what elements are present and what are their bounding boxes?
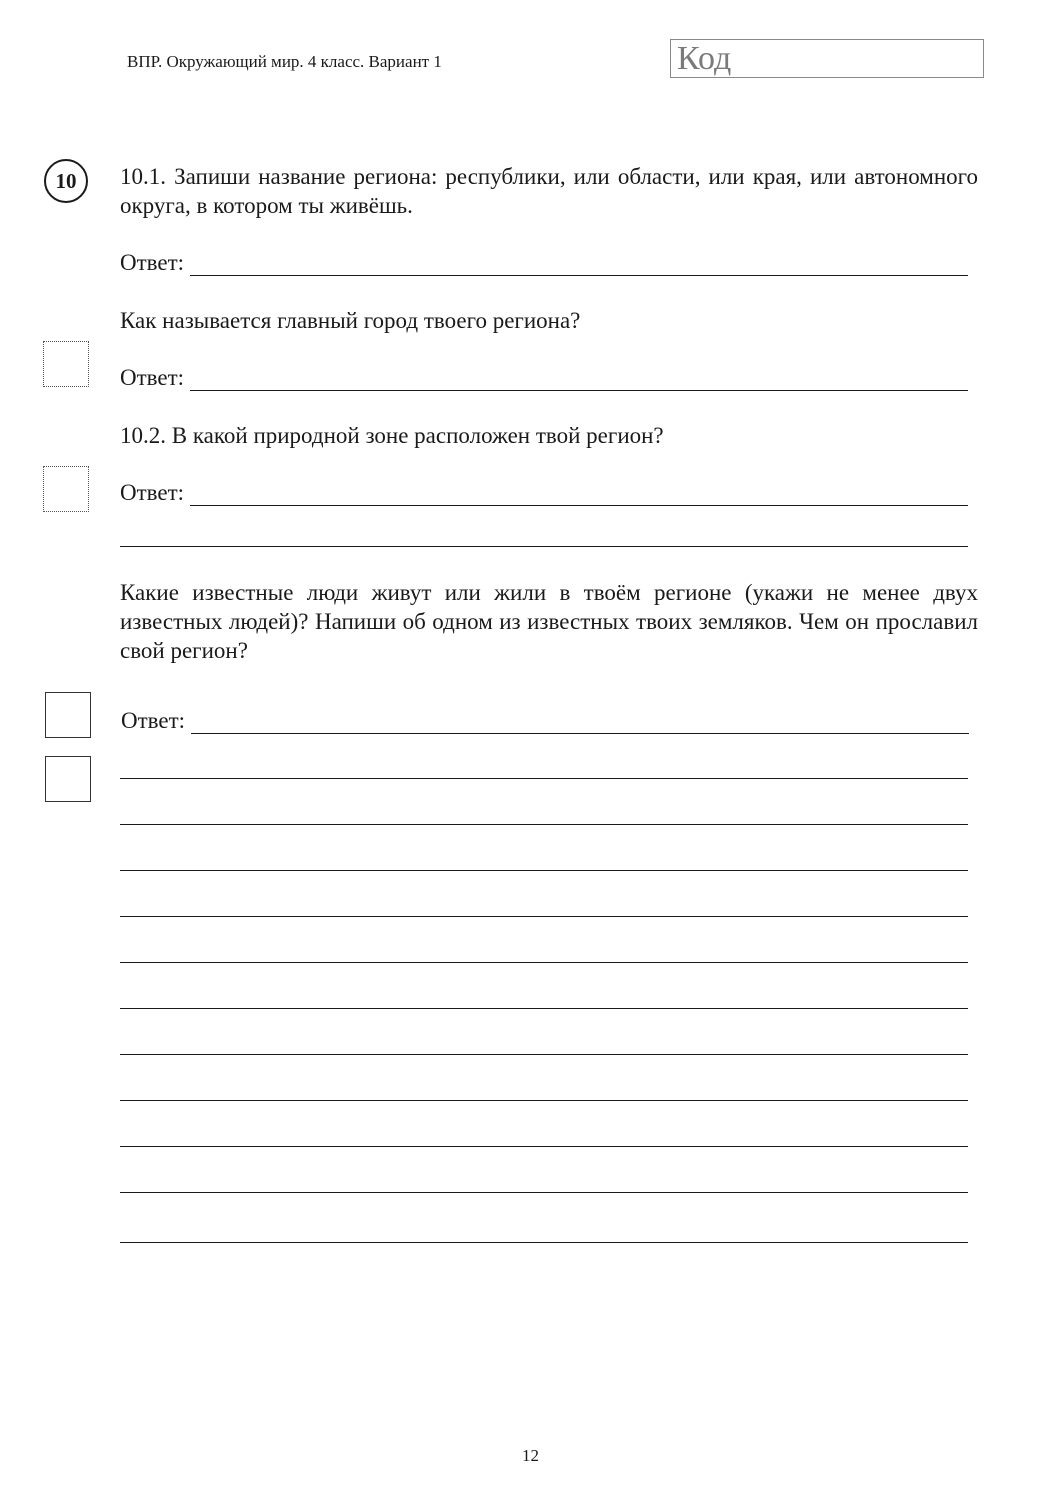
answer-line[interactable]	[120, 990, 968, 1009]
answer-extra-line[interactable]	[120, 528, 968, 547]
task-number-badge: 10	[44, 159, 88, 203]
answer-line[interactable]	[190, 372, 968, 391]
code-box[interactable]	[670, 39, 984, 78]
answer-line[interactable]	[120, 1082, 968, 1101]
answer-line[interactable]	[120, 1128, 968, 1147]
answer-line[interactable]	[120, 1036, 968, 1055]
answer-line[interactable]	[120, 944, 968, 963]
answer-line[interactable]	[120, 1224, 968, 1243]
answer-label: Ответ:	[121, 708, 186, 733]
score-box-k1	[45, 692, 91, 738]
answer-row-famous[interactable]	[121, 708, 969, 734]
question-capital: Как называется главный город твоего региона?	[120, 308, 581, 333]
question-10-2: 10.2. В какой природной зоне расположен твой регион?	[120, 423, 664, 448]
score-box-10-1	[43, 341, 89, 387]
answer-line[interactable]	[120, 806, 968, 825]
answer-line[interactable]	[191, 715, 969, 734]
answer-line[interactable]	[190, 257, 968, 276]
answer-row-region[interactable]	[120, 250, 968, 276]
score-box-10-2	[43, 466, 89, 512]
answer-line[interactable]	[190, 487, 968, 506]
answer-line[interactable]	[120, 1174, 968, 1193]
answer-line[interactable]	[120, 760, 968, 779]
question-10-1: 10.1. Запиши название региона: республики, или области, или края, или автономного округа, в котором ты живёшь.	[120, 164, 978, 218]
header-title: ВПР. Окружающий мир. 4 класс. Вариант 1	[127, 52, 442, 71]
answer-row-zone[interactable]	[120, 480, 968, 506]
question-famous-people: Какие известные люди живут или жили в твоём регионе (укажи не менее двух известных людей)? Напиши об одном из известных твоих земляков. Чем он прославил свой регион?	[120, 580, 978, 663]
answer-line[interactable]	[120, 852, 968, 871]
answer-line[interactable]	[120, 898, 968, 917]
score-box-k2	[45, 756, 91, 802]
answer-label: Ответ:	[120, 480, 185, 505]
code-label: Код	[677, 40, 732, 77]
answer-label: Ответ:	[120, 365, 185, 390]
answer-label: Ответ:	[120, 250, 185, 275]
page-number: 12	[522, 1446, 539, 1465]
answer-row-capital[interactable]	[120, 365, 968, 391]
